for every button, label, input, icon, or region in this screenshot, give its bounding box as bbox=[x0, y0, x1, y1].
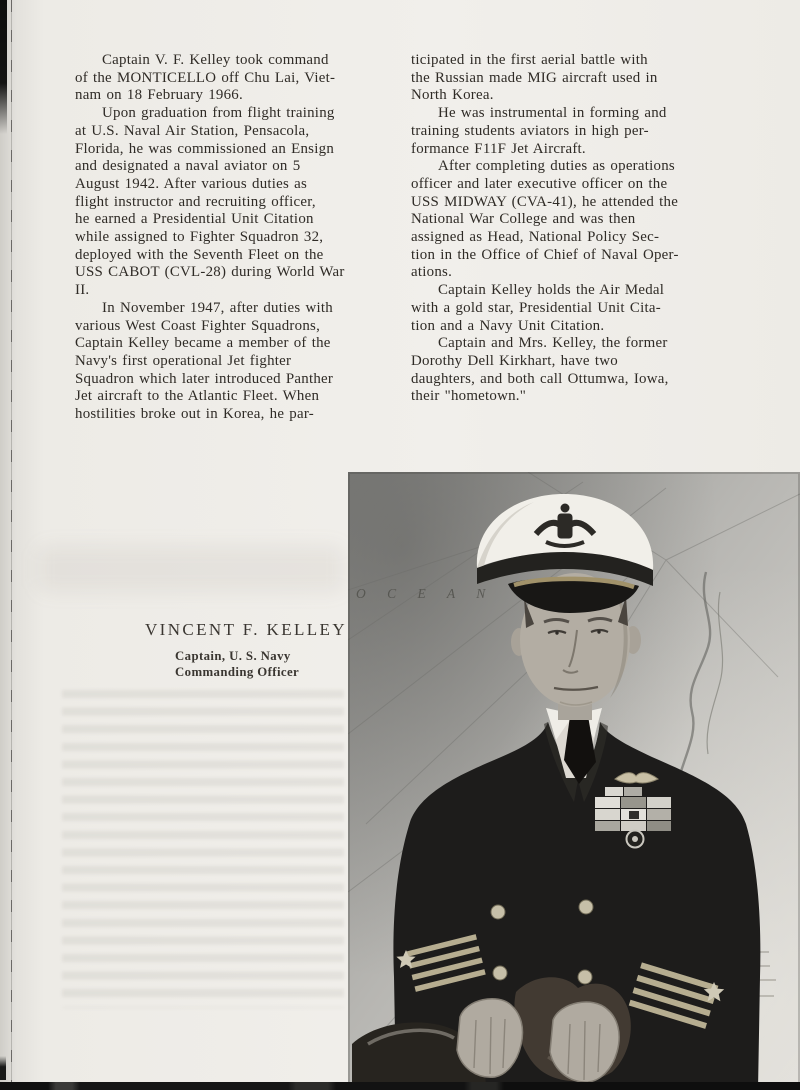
binding-edge-line bbox=[11, 0, 12, 1090]
text-line: Florida, he was commissioned an Ensign bbox=[75, 140, 335, 157]
text-line: National War College and was then bbox=[411, 211, 636, 228]
text-line: with a gold star, Presidential Unit Cita- bbox=[411, 299, 661, 316]
text-line: assigned as Head, National Policy Sec- bbox=[411, 229, 660, 246]
text-line: the Russian made MIG aircraft used in bbox=[411, 69, 658, 86]
text-line: training students aviators in high per- bbox=[411, 122, 649, 139]
text-line: August 1942. After various duties as bbox=[75, 175, 308, 192]
text-line: USS MIDWAY (CVA-41), he attended the bbox=[411, 193, 679, 210]
text-line: Upon graduation from flight training bbox=[102, 105, 335, 122]
officer-title: Commanding Officer bbox=[175, 664, 300, 679]
scan-edge-mark-top bbox=[0, 0, 7, 134]
text-line: tion and a Navy Unit Citation. bbox=[411, 317, 605, 334]
bleedthrough-ghost-title bbox=[38, 546, 343, 592]
paragraph bbox=[411, 158, 751, 282]
text-line: tion in the Office of Chief of Naval Oper- bbox=[411, 246, 679, 263]
text-line: Captain Kelley holds the Air Medal bbox=[438, 282, 665, 299]
ocean-label: O C E A N bbox=[356, 586, 495, 601]
circular-badge bbox=[627, 831, 644, 848]
text-line: deployed with the Seventh Fleet on the bbox=[75, 246, 324, 263]
text-line: formance F11F Jet Aircraft. bbox=[411, 140, 586, 157]
scan-bottom-strip bbox=[0, 1082, 800, 1090]
text-line: Jet aircraft to the Atlantic Fleet. When bbox=[75, 388, 320, 405]
text-line: North Korea. bbox=[411, 87, 494, 104]
right-column bbox=[411, 52, 751, 406]
text-line: ations. bbox=[411, 264, 453, 281]
text-line: After completing duties as operations bbox=[438, 158, 675, 175]
paragraph bbox=[411, 335, 751, 406]
text-line: nam on 18 February 1966. bbox=[75, 87, 243, 104]
text-line: USS CABOT (CVL-28) during World War bbox=[75, 264, 345, 281]
text-line: of the MONTICELLO off Chu Lai, Viet- bbox=[75, 69, 336, 86]
text-line: He was instrumental in forming and bbox=[438, 105, 667, 122]
scan-edge-mark-bottom bbox=[0, 1056, 6, 1080]
text-line: ticipated in the first aerial battle with bbox=[411, 52, 648, 68]
text-line: Captain V. F. Kelley took command bbox=[102, 52, 329, 68]
paragraph bbox=[75, 300, 397, 424]
text-line: Squadron which later introduced Panther bbox=[75, 370, 334, 387]
officer-rank-title bbox=[175, 649, 299, 681]
text-line: flight instructor and recruiting officer, bbox=[75, 193, 316, 210]
text-line: In November 1947, after duties with bbox=[102, 299, 333, 316]
paragraph bbox=[411, 52, 751, 105]
text-line: Dorothy Dell Kirkhart, have two bbox=[411, 352, 618, 369]
officer-rank: Captain, U. S. Navy bbox=[175, 649, 291, 663]
text-line: hostilities broke out in Korea, he par- bbox=[75, 406, 314, 423]
paragraph bbox=[75, 105, 397, 300]
text-line: Captain Kelley became a member of the bbox=[75, 335, 331, 352]
text-line: Navy's first operational Jet fighter bbox=[75, 352, 292, 369]
text-line: officer and later executive officer on the bbox=[411, 175, 668, 192]
text-line: and designated a naval aviator on 5 bbox=[75, 158, 301, 175]
text-line: their "hometown." bbox=[411, 388, 527, 405]
text-line: he earned a Presidential Unit Citation bbox=[75, 211, 314, 228]
text-line: II. bbox=[75, 282, 90, 299]
left-column bbox=[75, 52, 397, 424]
paragraph bbox=[411, 105, 751, 158]
text-line: various West Coast Fighter Squadrons, bbox=[75, 317, 321, 334]
text-line: while assigned to Fighter Squadron 32, bbox=[75, 229, 324, 246]
bleedthrough-ghost-text bbox=[62, 690, 344, 1008]
commanding-officer-portrait bbox=[348, 472, 800, 1090]
text-line: at U.S. Naval Air Station, Pensacola, bbox=[75, 122, 310, 139]
officer-name: VINCENT F. KELLEY bbox=[144, 620, 348, 639]
paragraph bbox=[75, 52, 397, 105]
text-line: Captain and Mrs. Kelley, the former bbox=[438, 335, 668, 352]
text-line: daughters, and both call Ottumwa, Iowa, bbox=[411, 370, 669, 387]
paragraph bbox=[411, 282, 751, 335]
